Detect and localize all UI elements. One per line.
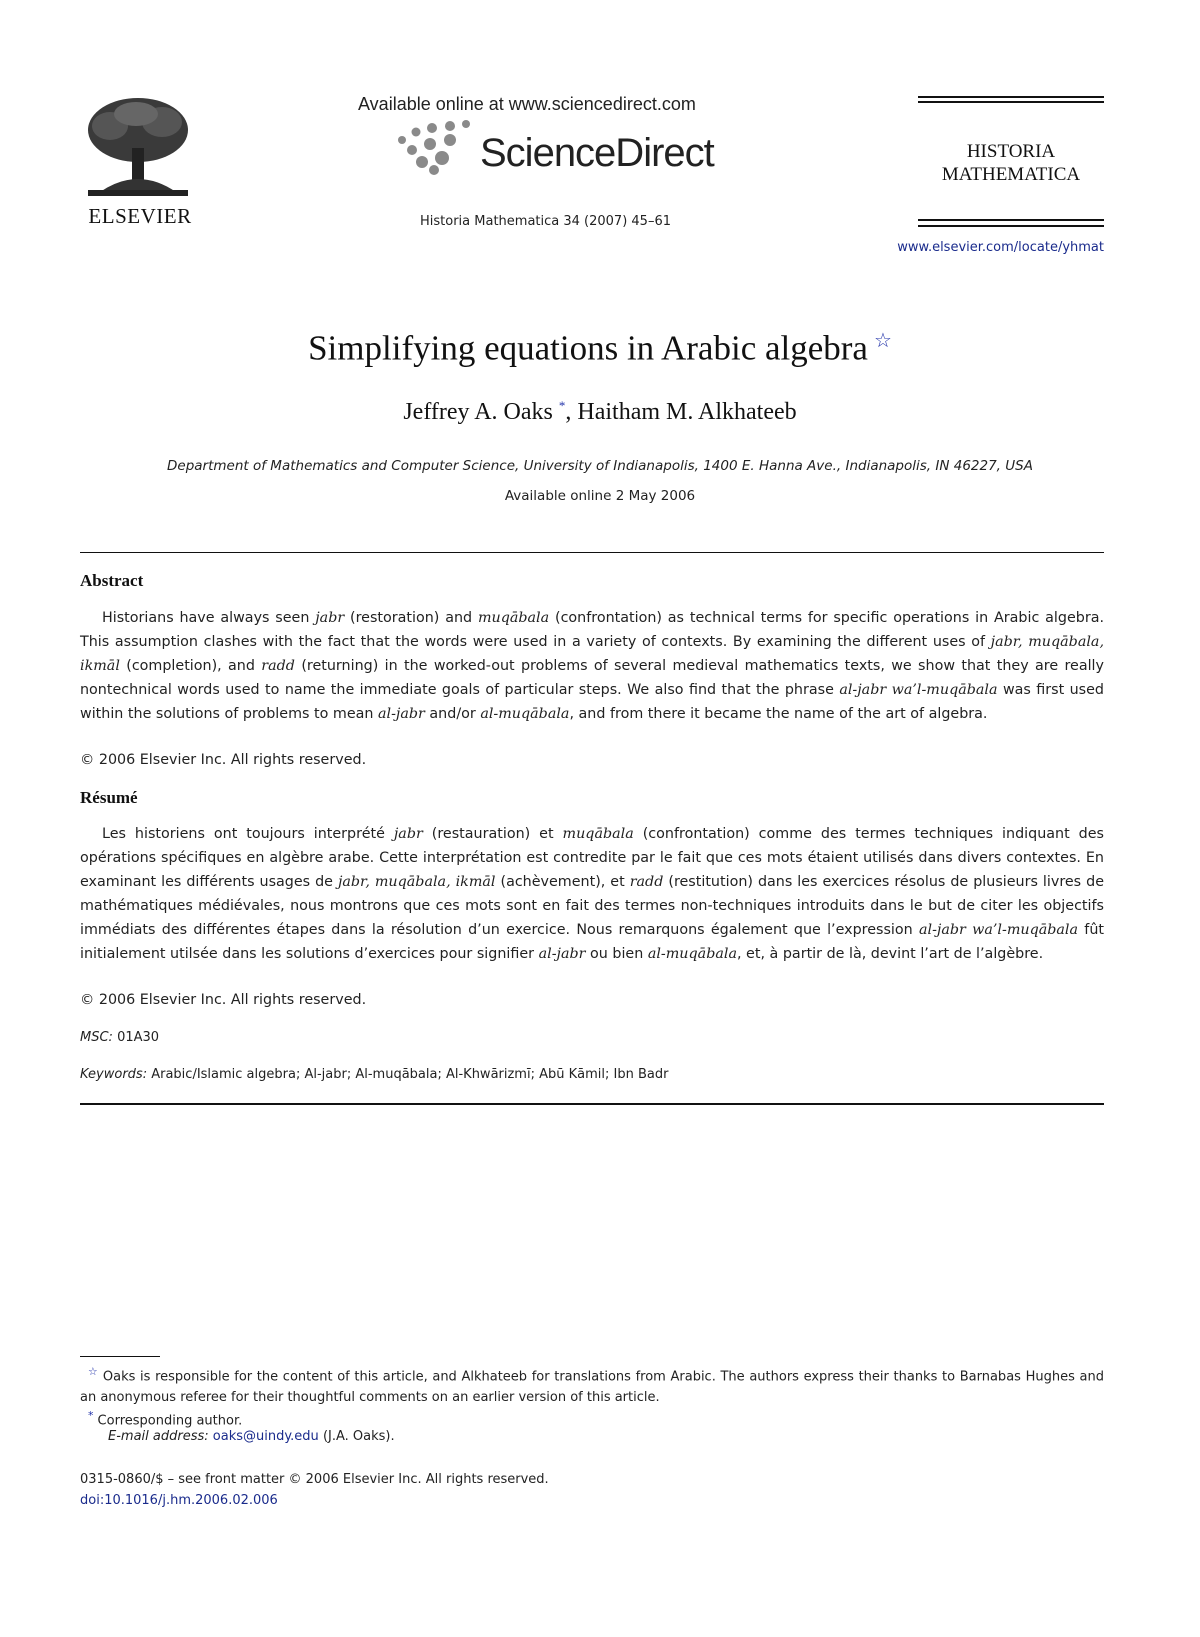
- resume-copyright: © 2006 Elsevier Inc. All rights reserved.: [80, 992, 367, 1008]
- abstract-copyright: © 2006 Elsevier Inc. All rights reserved.: [80, 752, 367, 768]
- section-divider: [80, 1103, 1104, 1105]
- abstract-heading: Abstract: [80, 571, 144, 590]
- journal-logo-line1: HISTORIA: [966, 141, 1056, 162]
- journal-citation: Historia Mathematica 34 (2007) 45–61: [420, 214, 671, 229]
- journal-logo-rule: [918, 225, 1104, 227]
- abstract-text: Historians have always seen jabr (restoration) and muqābala (confrontation) as technical terms for specific operations in Arabic algebra. This assumption clashes with the fact that the words were used in a variety of contexts. By examining the different uses of jabr, muqābala, ikmāl (completion), and radd (returning) in the worked-out problems of several medieval mathematics texts, we show that they are really nontechnical words used to name the immediate goals of particular steps. We also find that the phrase al-jabr wa’l-muqābala was first used within the solutions of problems to mean al-jabr and/or al-muqābala, and from there it became the name of the art of algebra.: [80, 610, 1105, 722]
- article-title-text: Simplifying equations in Arabic algebra: [308, 328, 868, 368]
- journal-logo: [918, 140, 1104, 186]
- author-name: , Haitham M. Alkhateeb: [565, 399, 797, 425]
- journal-logo-rule: [918, 219, 1104, 221]
- elsevier-tree-logo: [80, 96, 196, 200]
- author-affiliation: Department of Mathematics and Computer Science, University of Indianapolis, 1400 E. Hanna Ave., Indianapolis, IN 46227, USA: [167, 458, 1033, 474]
- footnote-acknowledgment: ☆ Oaks is responsible for the content of this article, and Alkhateeb for translations from Arabic. The authors express their thanks to Barnabas Hughes and an anonymous referee for their thoughtful comments on an earlier version of this article.: [80, 1365, 1104, 1406]
- journal-logo-rule: [918, 96, 1104, 98]
- author-name: Jeffrey A. Oaks: [403, 399, 553, 425]
- sciencedirect-logo: ScienceDirect: [480, 131, 714, 175]
- article-title: [0, 328, 1200, 369]
- doi-link[interactable]: doi:10.1016/j.hm.2006.02.006: [80, 1493, 278, 1508]
- journal-logo-line2: MATHEMATICA: [941, 164, 1081, 185]
- footnote-rule: [80, 1356, 160, 1357]
- resume-text: Les historiens ont toujours interprété jabr (restauration) et muqābala (confrontation) comme des termes techniques indiquant des opérations spécifiques en algèbre arabe. Cette interprétation est contredite par le fait que ces mots étaient utilisés dans divers contextes. En examinant les différents usages de jabr, muqābala, ikmāl (achèvement), et radd (restitution) dans les exercices résolus de plusieurs livres de mathématiques médiévales, nous montrons que ces mots sont en fait des termes non-techniques introduits dans le but de citer les objectifs immédiats des différentes étapes dans la résolution d’un exercice. Nous remarquons également que l’expression al-jabr wa’l-muqābala fût initialement utilsée dans les solutions d’exercices pour signifier al-jabr ou bien al-muqābala, et, à partir de là, devint l’art de l’algèbre.: [80, 826, 1105, 962]
- corresponding-author-mark[interactable]: *: [558, 398, 566, 413]
- elsevier-wordmark: ELSEVIER: [88, 204, 192, 228]
- email-link[interactable]: oaks@uindy.edu: [208, 1429, 319, 1444]
- issn-line: 0315-0860/$ – see front matter © 2006 Elsevier Inc. All rights reserved.: [80, 1472, 549, 1487]
- section-divider: [80, 552, 1104, 553]
- keywords-line: Keywords: Arabic/Islamic algebra; Al-jabr; Al-muqābala; Al-Khwārizmī; Abū Kāmil; Ibn Badr: [80, 1067, 669, 1082]
- available-online-text[interactable]: Available online at www.sciencedirect.com: [358, 94, 696, 114]
- msc-classification: MSC: 01A30: [80, 1030, 160, 1045]
- journal-url-link[interactable]: www.elsevier.com/locate/yhmat: [897, 240, 1104, 255]
- available-online-date: Available online 2 May 2006: [504, 488, 696, 504]
- resume-heading: Résumé: [80, 788, 138, 807]
- footnote-corresponding-author: * Corresponding author.: [88, 1409, 243, 1429]
- footnote-email: E-mail address: oaks@uindy.edu (J.A. Oaks).: [108, 1429, 395, 1444]
- journal-logo-rule: [918, 101, 1104, 103]
- author-list: [0, 398, 1200, 426]
- sciencedirect-dots-icon: [394, 120, 484, 176]
- title-footnote-star-icon[interactable]: ☆: [873, 330, 892, 352]
